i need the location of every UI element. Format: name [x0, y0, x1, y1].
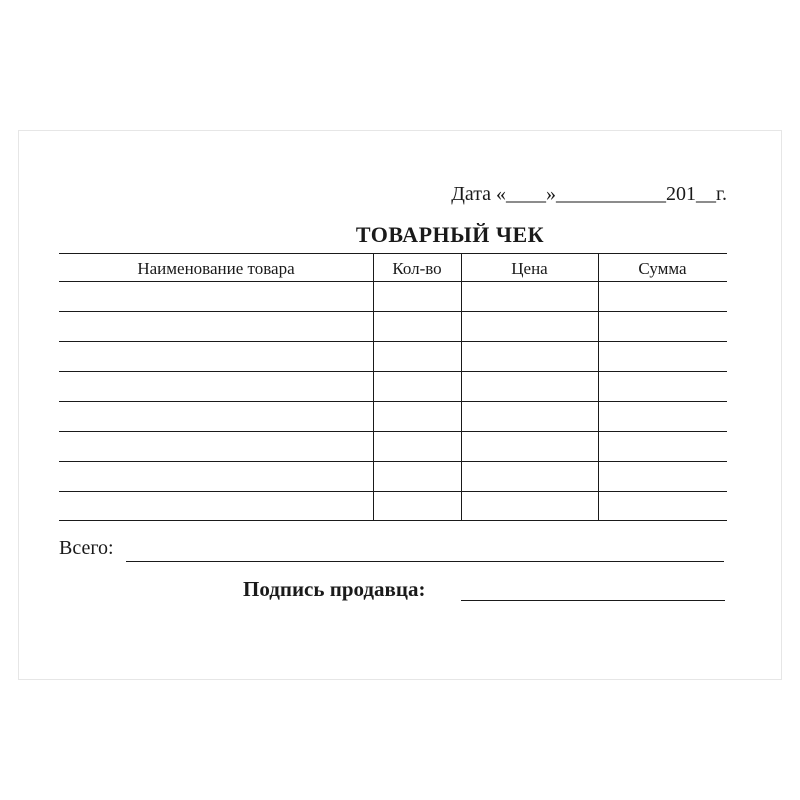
total-label: Всего:	[59, 537, 114, 559]
table-row-line	[59, 491, 727, 492]
total-blank-line	[126, 561, 724, 562]
receipt-form	[18, 130, 782, 680]
signature-blank-line	[461, 600, 725, 601]
header-sum: Сумма	[638, 259, 687, 278]
header-bottom-border	[59, 281, 727, 282]
header-price: Цена	[511, 259, 548, 278]
column-divider	[461, 253, 462, 521]
date-field: Дата «____»___________201__г.	[451, 183, 727, 205]
column-divider	[598, 253, 599, 521]
table-row-line	[59, 311, 727, 312]
table-row-line	[59, 431, 727, 432]
goods-table	[59, 253, 727, 521]
table-row-line	[59, 371, 727, 372]
document-title	[19, 222, 781, 248]
header-item-name: Наименование товара	[137, 259, 295, 278]
seller-signature-label: Подпись продавца:	[243, 577, 426, 601]
table-top-border	[59, 253, 727, 254]
header-quantity: Кол-во	[392, 259, 442, 278]
document-title-text: ТОВАРНЫЙ ЧЕК	[355, 222, 545, 247]
column-divider	[373, 253, 374, 521]
table-row-line	[59, 461, 727, 462]
table-row-line	[59, 401, 727, 402]
table-bottom-border	[59, 520, 727, 521]
table-row-line	[59, 341, 727, 342]
